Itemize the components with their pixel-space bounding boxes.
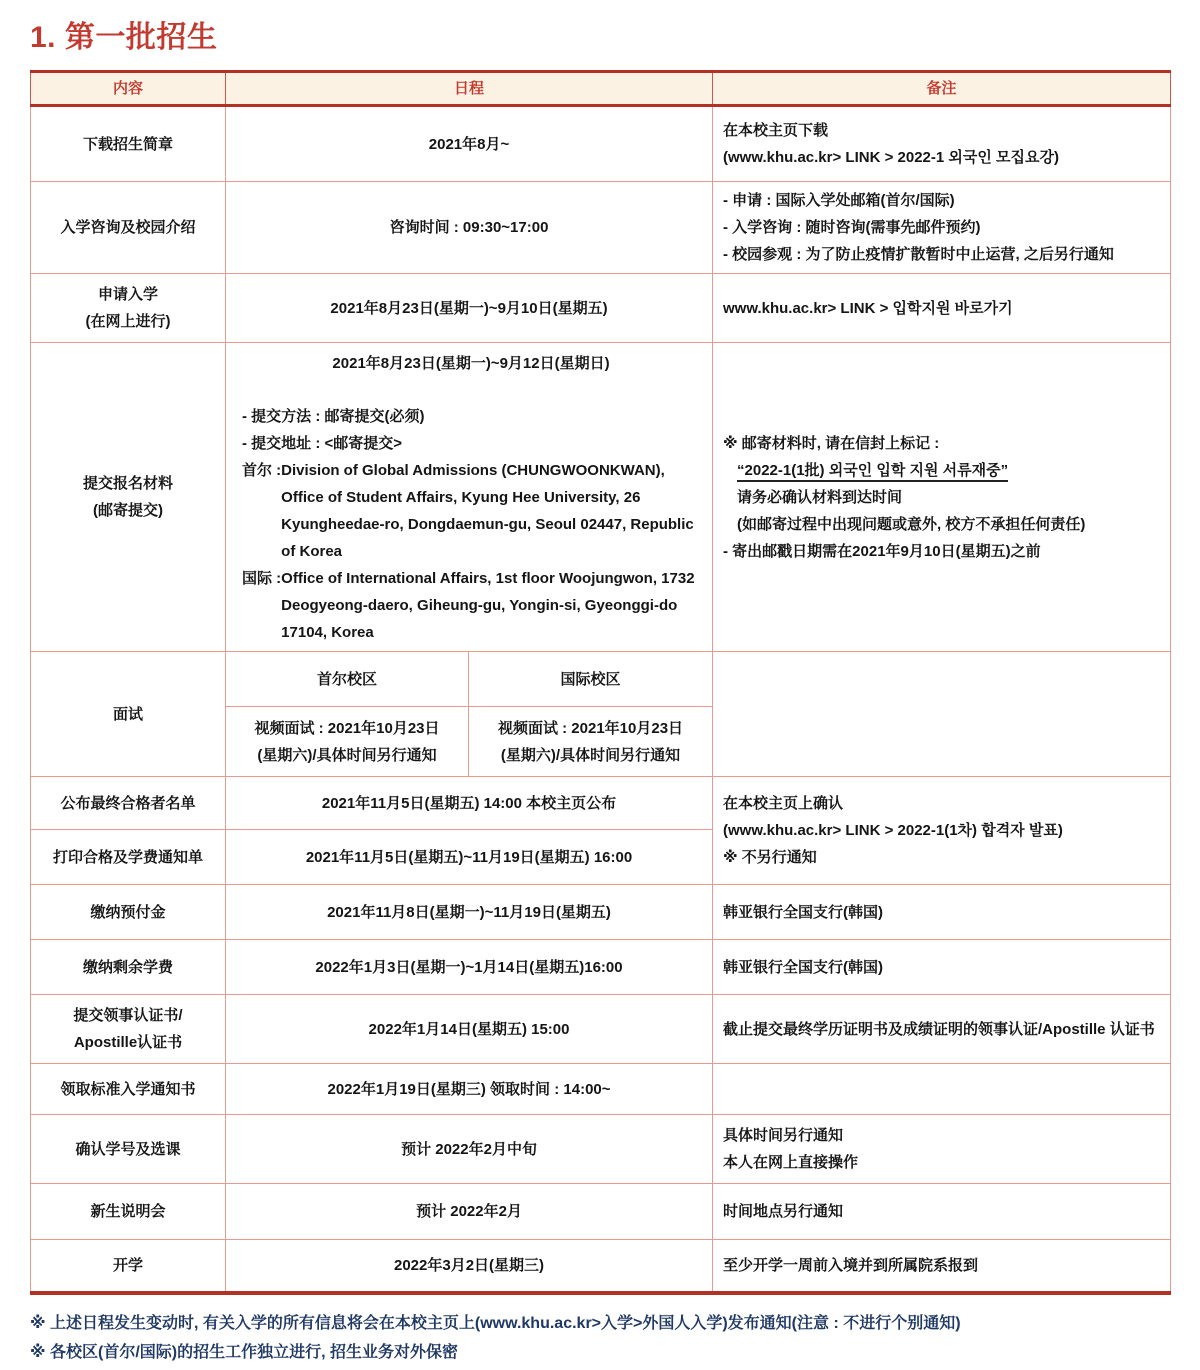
remark-line: (www.khu.ac.kr> LINK > 2022-1 외국인 모집요강) (723, 149, 1059, 166)
table-row-apply (31, 274, 1171, 343)
table-row-interview (31, 652, 1171, 707)
row-label-line: 申请入学 (97, 286, 158, 303)
row-label: 面试 (31, 652, 226, 777)
schedule-cell: 2021年11月8日(星期一)~11月19日(星期五) (226, 885, 713, 940)
row-label (31, 274, 226, 343)
row-label: 领取标准入学通知书 (31, 1064, 226, 1115)
address-global (242, 565, 704, 646)
remark-line: 在本校主页下载 (723, 122, 829, 139)
row-label-line: 提交报名材料 (82, 475, 173, 492)
remark-line: (www.khu.ac.kr> LINK > 2022-1(1차) 합격자 발표) (723, 822, 1063, 839)
page-title: 1. 第一批招生 (30, 21, 218, 54)
table-row-semester-start (31, 1240, 1171, 1293)
remark-cell: 韩亚银行全国支行(韩国) (713, 940, 1171, 995)
remark-cell: 时间地点另行通知 (713, 1184, 1171, 1240)
row-label: 入学咨询及校园介绍 (31, 182, 226, 274)
schedule-cell: 预计 2022年2月中旬 (226, 1115, 713, 1184)
table-header-row (31, 72, 1171, 106)
address-label: 国际 : (242, 570, 282, 587)
schedule-line: - 提交方法 : 邮寄提交(必须) (242, 408, 425, 425)
row-label (31, 343, 226, 652)
remark-cell (713, 106, 1171, 182)
remark-cell (713, 1064, 1171, 1115)
schedule-cell: 2021年11月5日(星期五)~11月19日(星期五) 16:00 (226, 830, 713, 885)
footnote: ※ 各校区(首尔/国际)的招生工作独立进行, 招生业务对外保密 (30, 1343, 458, 1361)
interview-seoul-cell (226, 707, 469, 777)
row-label-line: (在网上进行) (85, 313, 171, 330)
table-row-orientation (31, 1184, 1171, 1240)
address-seoul (242, 457, 704, 565)
address-text: Office of International Affairs, 1st floor Woojungwon, 1732 Deogyeong-daero, Giheung-gu, Yongin-si, Gyeonggi-do 17104, Korea (281, 570, 695, 641)
campus-header-seoul: 首尔校区 (226, 652, 469, 707)
remark-line: - 申请 : 国际入学处邮箱(首尔/国际) (723, 192, 955, 209)
schedule-cell: 2021年11月5日(星期五) 14:00 本校主页公布 (226, 777, 713, 830)
remark-cell (713, 182, 1171, 274)
remark-line: - 寄出邮戳日期需在2021年9月10日(星期五)之前 (723, 542, 1041, 560)
table-row-admission-letter (31, 1064, 1171, 1115)
row-label: 公布最终合格者名单 (31, 777, 226, 830)
remark-cell (713, 1115, 1171, 1184)
schedule-cell: 2022年1月14日(星期五) 15:00 (226, 995, 713, 1064)
table-row-announce (31, 777, 1171, 830)
schedule-date: 2021年8月23日(星期一)~9月12日(星期日) (332, 355, 610, 372)
table-row-materials (31, 343, 1171, 652)
table-row-tuition (31, 940, 1171, 995)
column-header-schedule: 日程 (226, 72, 713, 106)
remark-cell: www.khu.ac.kr> LINK > 입학지원 바로가기 (713, 274, 1171, 343)
table-row-deposit (31, 885, 1171, 940)
schedule-cell: 2021年8月23日(星期一)~9月10日(星期五) (226, 274, 713, 343)
table-row-course-reg (31, 1115, 1171, 1184)
remark-cell: 截止提交最终学历证明书及成绩证明的领事认证/Apostille 认证书 (713, 995, 1171, 1064)
schedule-cell (226, 343, 713, 652)
footnote: ※ 上述日程发生变动时, 有关入学的所有信息将会在本校主页上(www.khu.ac.kr>入学>外国人入学)发布通知(注意 : 不进行个别通知) (30, 1314, 961, 1332)
schedule-cell: 2021年8月~ (226, 106, 713, 182)
remark-cell (713, 777, 1171, 885)
admission-schedule-table (30, 70, 1171, 1295)
column-header-remark: 备注 (713, 72, 1171, 106)
address-label: 首尔 : (242, 462, 282, 479)
schedule-line: 视频面试 : 2021年10月23日 (497, 719, 684, 737)
remark-line-underlined: “2022-1(1批) 외국인 입학 지원 서류재중” (723, 457, 1160, 484)
schedule-cell: 2022年3月2日(星期三) (226, 1240, 713, 1293)
table-row-download (31, 106, 1171, 182)
remark-line: 本人在网上直接操作 (723, 1154, 859, 1171)
campus-header-global: 国际校区 (469, 652, 713, 707)
remark-cell (713, 652, 1171, 777)
row-label: 下载招生简章 (31, 106, 226, 182)
row-label: 确认学号及选课 (31, 1115, 226, 1184)
schedule-cell: 预计 2022年2月 (226, 1184, 713, 1240)
schedule-line: (星期六)/具体时间另行通知 (257, 746, 437, 764)
row-label: 缴纳剩余学费 (31, 940, 226, 995)
interview-global-cell (469, 707, 713, 777)
remark-line: (如邮寄过程中出现问题或意外, 校方不承担任何责任) (737, 515, 1086, 533)
schedule-cell: 2022年1月3日(星期一)~1月14日(星期五)16:00 (226, 940, 713, 995)
row-label-line: 提交领事认证书/ (73, 1007, 183, 1024)
row-label-line: (邮寄提交) (93, 502, 163, 519)
remark-line: 请务必确认材料到达时间 (737, 488, 903, 506)
schedule-cell: 咨询时间 : 09:30~17:00 (226, 182, 713, 274)
address-text: Division of Global Admissions (CHUNGWOONKWAN), Office of Student Affairs, Kyung Hee University, 26 Kyungheedae-ro, Dongdaemun-gu, Seoul 02447, Republic of Korea (281, 462, 694, 560)
remark-line: - 入学咨询 : 随时咨询(需事先邮件预约) (723, 219, 981, 236)
remark-cell: 韩亚银行全国支行(韩国) (713, 885, 1171, 940)
row-label: 打印合格及学费通知单 (31, 830, 226, 885)
remark-line: ※ 邮寄材料时, 请在信封上标记 : (723, 434, 940, 452)
schedule-details (238, 403, 704, 646)
schedule-line: - 提交地址 : <邮寄提交> (242, 435, 403, 452)
schedule-cell: 2022年1月19日(星期三) 领取时间 : 14:00~ (226, 1064, 713, 1115)
row-label: 新生说明会 (31, 1184, 226, 1240)
table-row-consult (31, 182, 1171, 274)
row-label-line: Apostille认证书 (73, 1034, 183, 1051)
schedule-line: 视频面试 : 2021年10月23日 (254, 719, 440, 737)
column-header-content: 内容 (31, 72, 226, 106)
remark-line: 在本校主页上确认 (723, 795, 844, 812)
row-label: 开学 (31, 1240, 226, 1293)
remark-line: - 校园参观 : 为了防止疫情扩散暂时中止运营, 之后另行通知 (723, 246, 1114, 263)
remark-line: 具体时间另行通知 (723, 1127, 844, 1144)
row-label (31, 995, 226, 1064)
remark-cell (713, 343, 1171, 652)
row-label: 缴纳预付金 (31, 885, 226, 940)
schedule-line: (星期六)/具体时间另行通知 (500, 746, 681, 764)
remark-line: ※ 不另行通知 (723, 849, 817, 866)
footnotes (30, 1309, 1170, 1367)
remark-cell: 至少开学一周前入境并到所属院系报到 (713, 1240, 1171, 1293)
table-row-apostille (31, 995, 1171, 1064)
